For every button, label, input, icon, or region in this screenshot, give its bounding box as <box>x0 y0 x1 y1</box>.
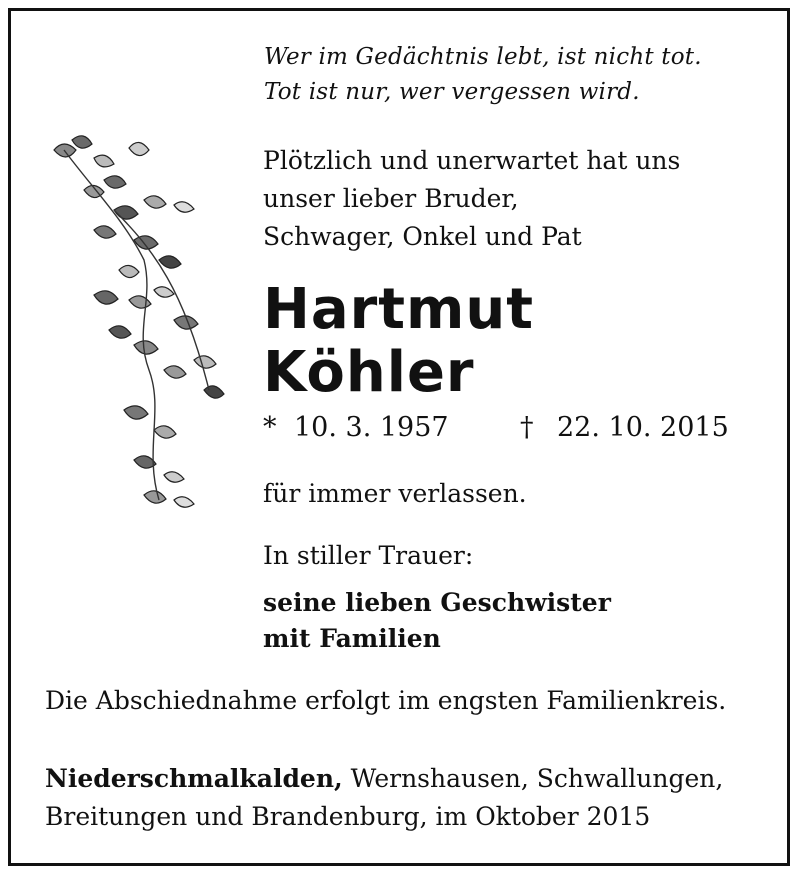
motto-line-2: Tot ist nur, wer vergessen wird. <box>264 79 640 105</box>
intro-line-1: Plötzlich und unerwartet hat uns <box>263 146 681 175</box>
mourners-line-1: seine lieben Geschwister <box>263 588 611 617</box>
ivy-leaves-icon <box>34 130 244 520</box>
mourning-label: In stiller Trauer: <box>263 541 474 570</box>
other-places: Wernshausen, Schwallungen, <box>342 764 724 793</box>
closing-text: für immer verlassen. <box>263 479 527 508</box>
death-symbol: † <box>520 412 534 443</box>
intro-line-3: Schwager, Onkel und Pat <box>263 222 582 251</box>
death-date: 22. 10. 2015 <box>557 412 729 443</box>
intro-line-2: unser lieber Bruder, <box>263 184 519 213</box>
places-line-2: Breitungen und Brandenburg, im Oktober 2015 <box>45 802 651 831</box>
deceased-last-name: Köhler <box>263 340 475 405</box>
primary-place: Niederschmalkalden, <box>45 764 343 793</box>
birth-symbol: * <box>263 412 277 443</box>
mourners-line-2: mit Familien <box>263 624 441 653</box>
birth-date: 10. 3. 1957 <box>294 412 449 443</box>
places-line-1 <box>45 764 723 793</box>
deceased-first-name: Hartmut <box>263 277 535 342</box>
motto-line-1: Wer im Gedächtnis lebt, ist nicht tot. <box>264 44 702 70</box>
farewell-note: Die Abschiednahme erfolgt im engsten Familienkreis. <box>45 686 727 715</box>
